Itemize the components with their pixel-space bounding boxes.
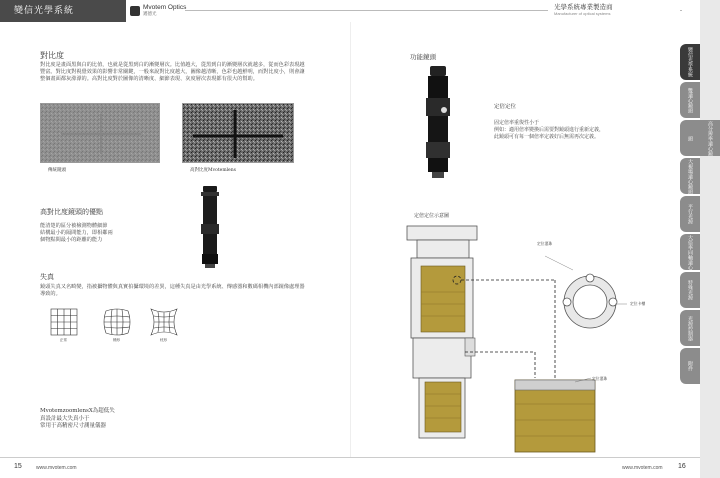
functional-lens-photo — [410, 66, 466, 180]
barrel-distortion-diagram — [103, 308, 131, 336]
header-right-block — [548, 2, 680, 22]
tab-parallel-light[interactable]: 平行光源 — [680, 196, 700, 232]
distortion-heading: 失真 — [40, 273, 54, 281]
advantage-item: 個物點間最小的距離的能力 — [40, 237, 103, 243]
normal-grid-diagram — [50, 308, 78, 336]
fixed-position-heading: 定倍定位 — [494, 104, 517, 110]
logo-name: Mvotem Optics — [143, 4, 187, 11]
advantage-item: 能清楚的區分被檢測物體細節 — [40, 223, 108, 229]
logo-subtitle: 邁德光 — [143, 11, 157, 16]
low-distortion-line: 真設計最大失真小于 — [40, 415, 90, 422]
high-contrast-lens-photo — [190, 186, 230, 270]
label-positioning-slot: 定位卡槽 — [630, 301, 646, 306]
tab-high-resolution-telecentric[interactable]: 高分辨率遠心鏡頭 — [680, 120, 720, 156]
low-distortion-line: MvotemzoomlensX為超低失 — [40, 408, 115, 414]
high-contrast-advantages-heading: 高對比度鏡頭的優點 — [40, 208, 103, 216]
header — [0, 0, 700, 22]
low-distortion-note — [40, 408, 115, 431]
low-distortion-line: 常用于高精密尺寸測量儀器 — [40, 423, 107, 429]
tab-light-controller[interactable]: 光源控制器 — [680, 310, 700, 346]
fixed-position-line: 此鏡頭可有每一個倍率定義好后無需再次定義。 — [494, 134, 600, 140]
traditional-lens-sample-image — [40, 103, 160, 163]
tab-large-field-telecentric[interactable]: 大視場遠心鏡頭 — [680, 158, 700, 194]
section-tabs — [680, 44, 713, 386]
tab-optical-system[interactable]: 變信光學系統 — [680, 44, 700, 80]
footer-url-right[interactable]: www.mvotem.com — [622, 465, 663, 471]
tab-special-light[interactable]: 特殊光源 — [680, 272, 700, 308]
functional-lens-heading: 功能鏡頭 — [410, 53, 436, 61]
brand-logo — [130, 4, 186, 17]
traditional-lens-caption: 傳統鏡頭 — [48, 168, 66, 173]
fixed-position-line: 固定倍率重復性小于 — [494, 120, 540, 126]
pincushion-distortion-label: 枕形 — [160, 338, 167, 342]
advantage-item: 結構最小的隔間能力，即相鄰兩 — [40, 230, 113, 236]
fixed-position-diagram — [395, 222, 620, 454]
header-right-subtitle: Manufacturer of optical systems — [554, 11, 611, 16]
footer — [0, 457, 700, 478]
contrast-paragraph: 對比度是畫面黑與白的比值，也就是從黑到白的漸變層次。比值越大，從黑到白的漸變層次就越多，從而色彩表現越豐富。對比度對視覺效果的影響非常關鍵，一般來說對比度越大，圖像越清晰，色彩也越鮮明，而對比度小，則會讓整個畫面都灰濛濛的。高對比度對於圖像的清晰度、細節表現、灰度層次表現都有很大的幫助。 — [40, 62, 305, 82]
label-positioning-ball-top: 定位滾珠 — [537, 241, 553, 246]
contrast-heading: 對比度 — [40, 51, 64, 60]
pincushion-distortion-diagram — [150, 308, 178, 336]
page-number-left: 15 — [14, 463, 22, 470]
high-contrast-lens-caption: 高對比度Mvotemlens — [190, 168, 236, 173]
tab-accessories[interactable]: 附件 — [680, 348, 700, 384]
barrel-distortion-label: 桶形 — [113, 338, 120, 342]
page-number-right: 16 — [678, 463, 686, 470]
distortion-paragraph: 鏡頭失真又名畸變，指被攝物體與真實拍攝環境的差異，這種失真是由光學系統、傳感器和數碼相機內部鏡像處理器導致的。 — [40, 284, 305, 297]
fixed-position-text — [494, 120, 604, 141]
label-positioning-ball-bottom: 定位滾珠 — [592, 376, 608, 381]
page-gutter — [350, 22, 351, 458]
logo-mark-icon — [130, 6, 140, 16]
header-section-title: 變信光學系統 — [0, 0, 126, 22]
tab-double-telecentric[interactable]: 雙遠心鏡頭 — [680, 82, 700, 118]
footer-url-left[interactable]: www.mvotem.com — [36, 465, 77, 471]
fixed-position-line: 例如：適用倍率變換后需要對鏡頭進行重新定義， — [494, 127, 605, 133]
advantages-list — [40, 223, 113, 244]
high-contrast-lens-sample-image — [182, 103, 294, 163]
diagram-title: 定倍定位示意圖 — [414, 213, 450, 219]
header-right-title: 光學系統專業製造商 — [554, 3, 613, 11]
normal-grid-label: 正常 — [60, 338, 67, 342]
tab-coaxial-telecentric[interactable]: 大倍率同軸遠心 — [680, 234, 700, 270]
